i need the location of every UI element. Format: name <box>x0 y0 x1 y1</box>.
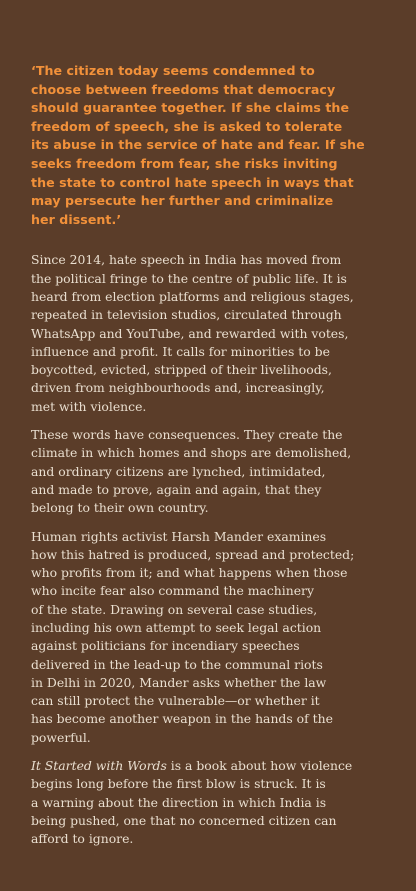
paragraph-line: and ordinary citizens are lynched, intimidated, <box>31 463 326 479</box>
paragraph-line: against politicians for incendiary speeches <box>31 638 300 654</box>
paragraph-line: Since 2014, hate speech in India has moved from <box>31 252 342 268</box>
blurb-paragraph-4 <box>31 757 392 848</box>
paragraph-line: heard from election platforms and religious stages, <box>31 288 354 304</box>
paragraph-line: Human rights activist Harsh Mander examines <box>31 528 327 544</box>
quote-line: freedom of speech, she is asked to tolerate <box>31 118 343 134</box>
book-title: It Started with Words <box>31 758 167 774</box>
quote-line: ‘The citizen today seems condemned to <box>31 63 315 78</box>
paragraph-line: being pushed, one that no concerned citizen can <box>31 812 337 828</box>
paragraph-line: in Delhi in 2020, Mander asks whether the law <box>31 674 327 690</box>
quote-line: seeks freedom from fear, she risks inviting <box>31 155 338 171</box>
paragraph-line: who profits from it; and what happens when those <box>31 565 348 581</box>
paragraph-line: boycotted, evicted, stripped of their livelihoods, <box>31 362 332 378</box>
quote-line: may persecute her further and criminalize <box>31 193 334 209</box>
paragraph-line <box>31 757 392 775</box>
paragraph-line: met with violence. <box>31 398 147 414</box>
paragraph-line: delivered in the lead-up to the communal riots <box>31 656 323 672</box>
paragraph-line: driven from neighbourhoods and, increasingly, <box>31 380 325 396</box>
quote-line: should guarantee together. If she claims the <box>31 100 350 116</box>
paragraph-line: the political fringe to the centre of public life. It is <box>31 270 347 286</box>
paragraph-line: repeated in television studios, circulated through <box>31 307 342 323</box>
blurb-paragraph-3 <box>31 528 392 748</box>
paragraph-line-rest: is a book about how violence <box>166 758 353 774</box>
blurb-paragraph-2 <box>31 426 392 517</box>
quote-line: her dissent.’ <box>31 211 122 227</box>
quote-line: its abuse in the service of hate and fear. If she <box>31 137 365 153</box>
paragraph-line: of the state. Drawing on several case studies, <box>31 601 318 617</box>
paragraph-line: belong to their own country. <box>31 500 209 516</box>
paragraph-line: climate in which homes and shops are demolished, <box>31 445 352 461</box>
paragraph-line: influence and profit. It calls for minorities to be <box>31 343 330 359</box>
quote-line: choose between freedoms that democracy <box>31 81 336 97</box>
paragraph-line: who incite fear also command the machinery <box>31 583 314 599</box>
pull-quote <box>31 62 392 229</box>
paragraph-line: has become another weapon in the hands of the <box>31 711 333 727</box>
paragraph-line: afford to ignore. <box>31 831 134 847</box>
paragraph-line: These words have consequences. They create the <box>31 427 343 443</box>
quote-line: the state to control hate speech in ways that <box>31 174 354 190</box>
paragraph-line: a warning about the direction in which India is <box>31 794 327 810</box>
paragraph-line: powerful. <box>31 729 91 745</box>
paragraph-line: WhatsApp and YouTube, and rewarded with votes, <box>31 325 349 341</box>
paragraph-line: can still protect the vulnerable—or whether it <box>31 693 320 709</box>
paragraph-line: begins long before the first blow is struck. It is <box>31 776 326 792</box>
paragraph-line: how this hatred is produced, spread and protected; <box>31 546 355 562</box>
paragraph-line: and made to prove, again and again, that they <box>31 481 322 497</box>
paragraph-line: including his own attempt to seek legal action <box>31 619 322 635</box>
blurb-paragraph-1 <box>31 251 392 416</box>
